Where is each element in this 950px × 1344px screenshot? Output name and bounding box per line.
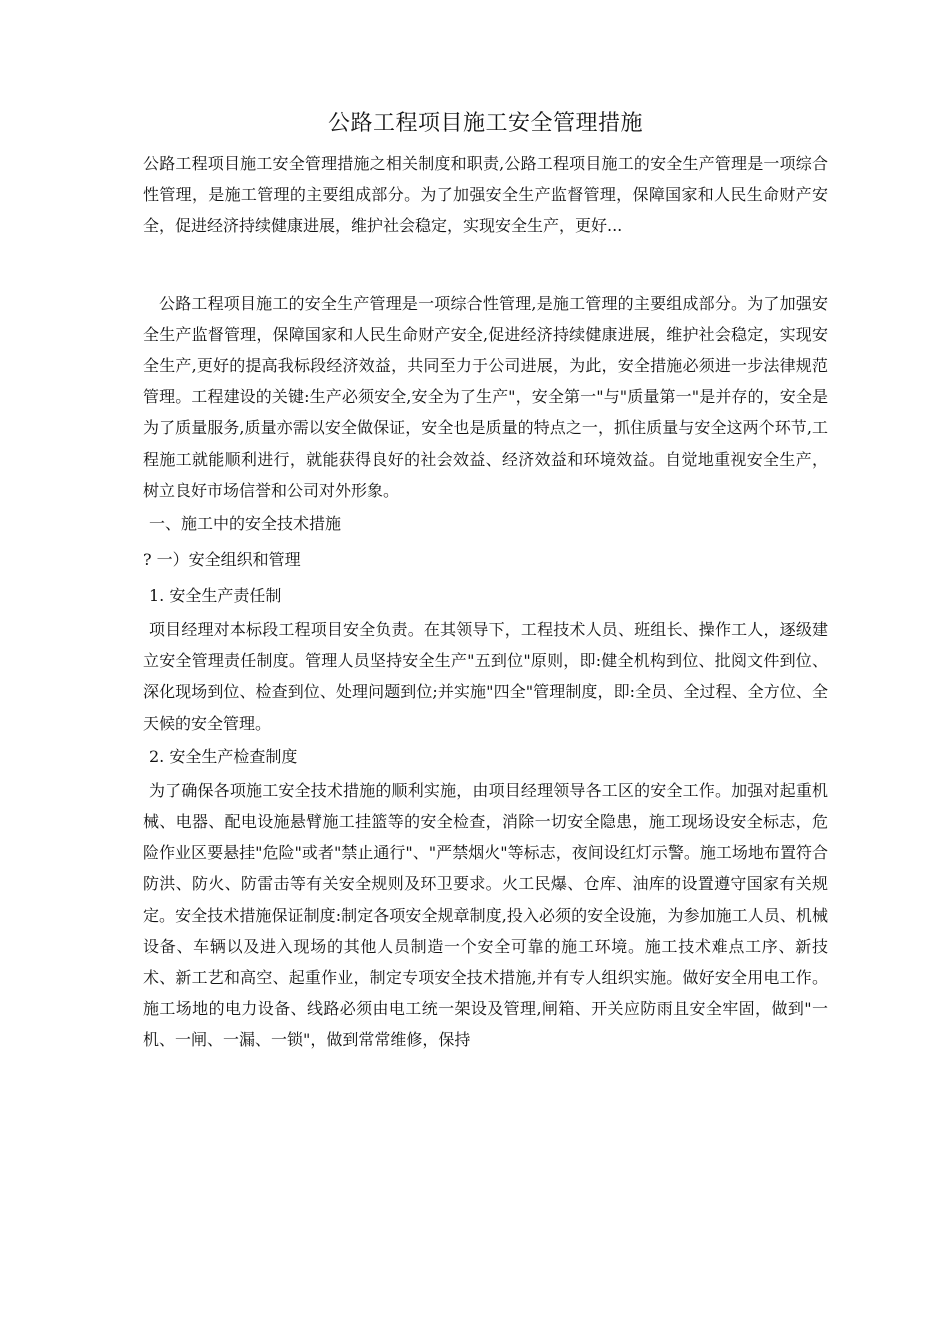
intro-paragraph: 公路工程项目施工的安全生产管理是一项综合性管理,是施工管理的主要组成部分。为了加强安全生产监督管理，保障国家和人民生命财产安全,促进经济持续健康进展，维护社会稳定，实现安全生产,更好的提高我标段经济效益，共同至力于公司进展，为此，安全措施必须进一步法律规范管理。工程建设的关键:生产必须安全,安全为了生产"，安全第一"与"质量第一"是并存的，安全是为了质量服务,质量亦需以安全做保证，安全也是质量的特点之一，抓住质量与安全这两个环节,工程施工就能顺利进行，就能获得良好的社会效益、经济效益和环境效益。自觉地重视安全生产，树立良好市场信誉和公司对外形象。 [143, 293, 828, 500]
paragraph-gap [143, 242, 828, 288]
item-heading-inspection: 2. 安全生产检查制度 [149, 746, 298, 766]
document-title: 公路工程项目施工安全管理措施 [327, 111, 643, 136]
subsection-heading: ? 一）安全组织和管理 [143, 550, 301, 570]
item-body-responsibility: 项目经理对本标段工程项目安全负责。在其领导下，工程技术人员、班组长、操作工人，逐级建立安全管理责任制度。管理人员坚持安全生产"五到位"原则，即:健全机构到位、批阅文件到位、深化现场到位、检查到位、处理问题到位;并实施"四全"管理制度，即:全员、全过程、全方位、全天候的安全管理。 [143, 620, 828, 733]
section-heading: 一、施工中的安全技术措施 [149, 514, 342, 534]
document-page [143, 104, 828, 1056]
summary-paragraph: 公路工程项目施工安全管理措施之相关制度和职责,公路工程项目施工的安全生产管理是一项综合性管理，是施工管理的主要组成部分。为了加强安全生产监督管理，保障国家和人民生命财产安全，促进经济持续健康进展，维护社会稳定，实现安全生产，更好... [143, 154, 828, 236]
item-body-inspection: 为了确保各项施工安全技术措施的顺利实施，由项目经理领导各工区的安全工作。加强对起重机械、电器、配电设施悬臂施工挂篮等的安全检查，消除一切安全隐患，施工现场设安全标志，危险作业区要悬挂"危险"或者"禁止通行"、"严禁烟火"等标志，夜间设红灯示警。施工场地布置符合防洪、防火、防雷击等有关安全规则及环卫要求。火工民爆、仓库、油库的设置遵守国家有关规定。安全技术措施保证制度:制定各项安全规章制度,投入必须的安全设施，为参加施工人员、机械设备、车辆以及进入现场的其他人员制造一个安全可靠的施工环境。施工技术难点工序、新技术、新工艺和高空、起重作业，制定专项安全技术措施,并有专人组织实施。做好安全用电工作。施工场地的电力设备、线路必须由电工统一架设及管理,闸箱、开关应防雨且安全牢固，做到"一机、一闸、一漏、一锁"，做到常常维修，保持 [143, 780, 828, 1050]
item-heading-responsibility: 1. 安全生产责任制 [149, 586, 282, 606]
